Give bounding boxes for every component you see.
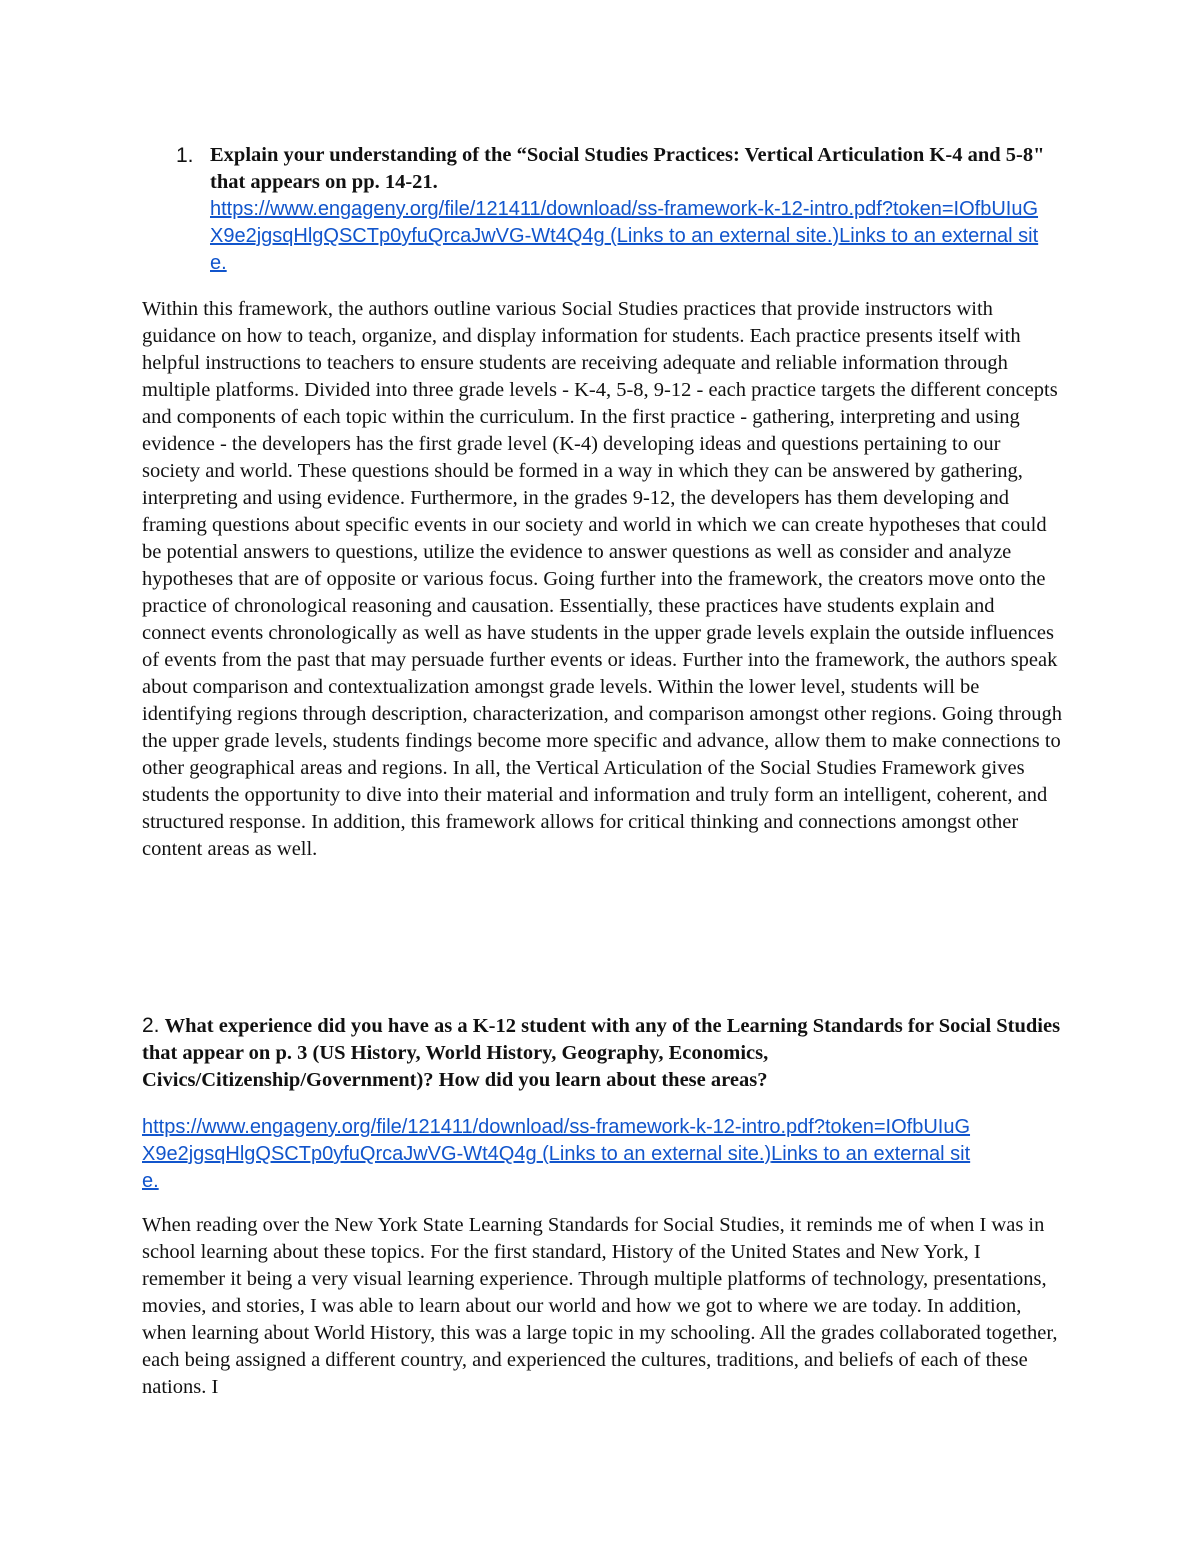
question-1-link-url[interactable]: https://www.engageny.org/file/121411/download/ss-framework-k-12-intro.pdf?token=IOfbUIuGX9e2jgsqHlgQSCTp0yfuQrcaJwVG-Wt4Q4g (210, 198, 1039, 247)
question-2-link-url[interactable]: https://www.engageny.org/file/121411/download/ss-framework-k-12-intro.pdf?token=IOfbUIuGX9e2jgsqHlgQSCTp0yfuQrcaJwVG-Wt4Q4g (142, 1116, 971, 1165)
question-2-number: 2. (142, 1014, 160, 1037)
question-1 (176, 142, 1076, 277)
question-2-text: What experience did you have as a K-12 student with any of the Learning Standards for Social Studies that appear on p. 3 (US History, World History, Geography, Economics, Civics/Citizenship/Government)? How did you learn about these areas? (142, 1015, 1061, 1091)
question-2-link-external-2[interactable]: Links to an external site. (142, 1143, 971, 1192)
question-1-link-external-1[interactable]: (Links to an external site.) (604, 225, 840, 247)
question-1-number: 1. (176, 144, 194, 167)
question-2 (142, 1012, 1062, 1094)
question-2-link-external-1[interactable]: (Links to an external site.) (536, 1143, 772, 1165)
question-1-text: Explain your understanding of the “Social Studies Practices: Vertical Articulation K-4 and 5-8" that appears on pp. 14-21. (210, 144, 1045, 193)
question-1-link-external-2[interactable]: Links to an external site. (210, 225, 1039, 274)
question-2-link[interactable] (142, 1114, 982, 1195)
question-1-link[interactable] (210, 196, 1040, 277)
answer-2-paragraph: When reading over the New York State Learning Standards for Social Studies, it reminds me of when I was in school learning about these topics. For the first standard, History of the United States and New York, I remember it being a very visual learning experience. Through multiple platforms of technology, presentations, movies, and stories, I was able to learn about our world and how we got to where we are today. In addition, when learning about World History, this was a large topic in my schooling. All the grades collaborated together, each being assigned a different country, and experienced the cultures, traditions, and beliefs of each of these nations. I (142, 1214, 1058, 1398)
answer-1-paragraph: Within this framework, the authors outline various Social Studies practices that provide instructors with guidance on how to teach, organize, and display information for students. Each practice presents itself with helpful instructions to teachers to ensure students are receiving adequate and reliable information through multiple platforms. Divided into three grade levels - K-4, 5-8, 9-12 - each practice targets the different concepts and components of each topic within the curriculum. In the first practice - gathering, interpreting and using evidence - the developers has the first grade level (K-4) developing ideas and questions pertaining to our society and world. These questions should be formed in a way in which they can be answered by gathering, interpreting and using evidence. Furthermore, in the grades 9-12, the developers has them developing and framing questions about specific events in our society and world in which we can create hypotheses that could be potential answers to questions, utilize the evidence to answer questions as well as consider and analyze hypotheses that are of opposite or various focus. Going further into the framework, the creators move onto the practice of chronological reasoning and causation. Essentially, these practices have students explain and connect events chronologically as well as have students in the upper grade levels explain the outside influences of events from the past that may persuade further events or ideas. Further into the framework, the authors speak about comparison and contextualization amongst grade levels. Within the lower level, students will be identifying regions through description, characterization, and comparison amongst other regions. Going through the upper grade levels, students findings become more specific and advance, allow them to make connections to other geographical areas and regions. In all, the Vertical Articulation of the Social Studies Framework gives students the opportunity to dive into their material and information and truly form an intelligent, coherent, and structured response. In addition, this framework allows for critical thinking and connections amongst other content areas as well. (142, 298, 1062, 860)
